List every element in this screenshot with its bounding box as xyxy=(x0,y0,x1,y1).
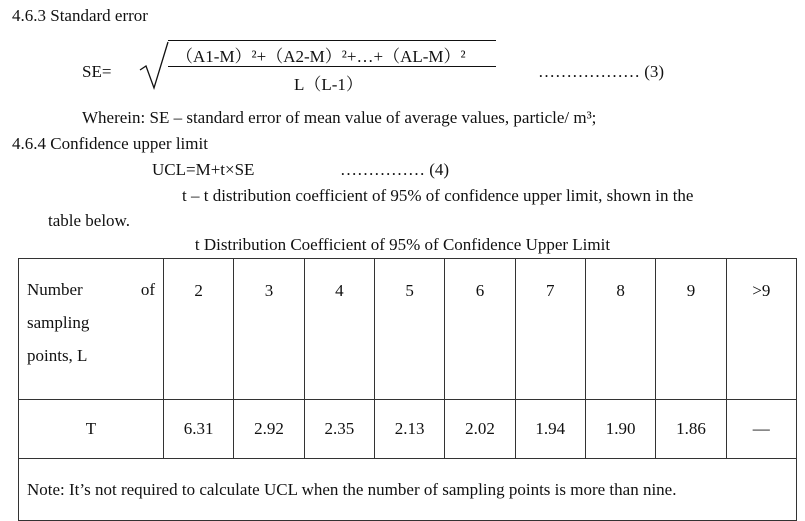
table-row-t xyxy=(19,400,797,459)
header-label-word: points, L xyxy=(27,346,88,365)
column-header: 4 xyxy=(304,259,374,400)
sqrt-overbar xyxy=(168,40,496,41)
section-heading-4-6-4: 4.6.4 Confidence upper limit xyxy=(12,134,208,153)
column-header: 7 xyxy=(515,259,585,400)
section-heading-4-6-3: 4.6.3 Standard error xyxy=(12,6,148,25)
column-header: >9 xyxy=(726,259,796,400)
column-header: 8 xyxy=(585,259,655,400)
column-header: 6 xyxy=(445,259,515,400)
equation-number-4: …………… (4) xyxy=(340,160,450,179)
table-note: Note: It’s not required to calculate UCL when the number of sampling points is more than nine. xyxy=(19,459,797,521)
table-note-row xyxy=(19,459,797,521)
header-label-word: Number xyxy=(27,280,83,299)
formula-numerator-text: （A1-M）²+（A2-M）²+…+（AL-M）² xyxy=(176,47,466,66)
table-cell: 2.02 xyxy=(445,400,515,459)
formula-numerator xyxy=(176,42,466,67)
se-label: SE= xyxy=(82,62,112,81)
column-header: 2 xyxy=(164,259,234,400)
wherein-text: Wherein: SE – standard error of mean value of average values, particle/ m³; xyxy=(82,108,597,127)
table-cell: 2.92 xyxy=(234,400,304,459)
equation-number-3: ……………… (3) xyxy=(538,62,665,81)
ucl-formula: UCL=M+t×SE xyxy=(152,160,255,179)
table-cell: 1.86 xyxy=(656,400,726,459)
sqrt-symbol xyxy=(138,40,172,92)
table-cell: — xyxy=(726,400,796,459)
table-cell: 2.13 xyxy=(374,400,444,459)
fraction-bar xyxy=(168,66,496,67)
header-label-cell xyxy=(19,259,164,400)
table-cell: 1.94 xyxy=(515,400,585,459)
header-label-word: sampling xyxy=(27,313,90,332)
t-description-line2: table below. xyxy=(48,211,130,230)
column-header: 3 xyxy=(234,259,304,400)
row-label: T xyxy=(19,400,164,459)
t-distribution-table xyxy=(18,258,797,521)
column-header: 5 xyxy=(374,259,444,400)
table-caption: t Distribution Coefficient of 95% of Confidence Upper Limit xyxy=(194,235,611,254)
formula-denominator: L（L-1） xyxy=(294,75,363,94)
table-cell: 1.90 xyxy=(585,400,655,459)
t-description-line1: t – t distribution coefficient of 95% of confidence upper limit, shown in the xyxy=(182,186,694,205)
table-cell: 2.35 xyxy=(304,400,374,459)
table-header-row xyxy=(19,259,797,400)
column-header: 9 xyxy=(656,259,726,400)
table-cell: 6.31 xyxy=(164,400,234,459)
header-label-word: of xyxy=(140,280,155,299)
